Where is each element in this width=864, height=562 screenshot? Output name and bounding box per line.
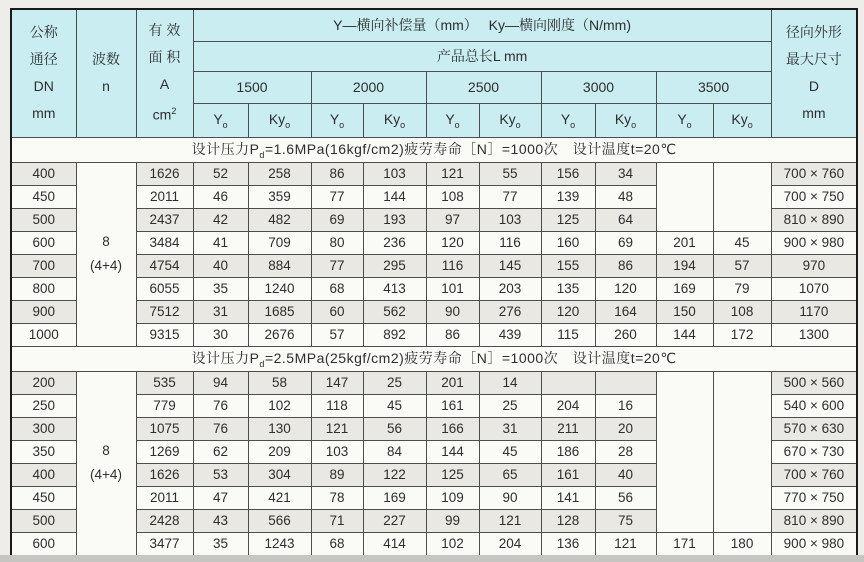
cell-area: 9315	[136, 323, 193, 346]
cell-value: 69	[311, 208, 363, 231]
header-yo: $Y_o$	[311, 103, 363, 137]
cell-dn: 500	[11, 509, 76, 532]
cell-value: 128	[541, 509, 595, 532]
cell-value: 135	[541, 277, 595, 300]
cell-value: 150	[656, 300, 713, 323]
section-title-row	[11, 346, 857, 371]
cell-dn: 600	[11, 532, 76, 556]
cell-area: 2428	[136, 509, 193, 532]
cell-value: 121	[311, 417, 363, 440]
cell-value: 79	[713, 277, 771, 300]
cell-value: 130	[248, 417, 311, 440]
cell-value: 57	[311, 323, 363, 346]
cell-value: 75	[595, 509, 656, 532]
section-title-row	[11, 137, 857, 162]
header-dn-line: mm	[32, 105, 56, 122]
cell-value: 97	[426, 208, 479, 231]
cell-value: 169	[363, 486, 426, 509]
header-area-line: 面 积	[148, 49, 181, 66]
cell-value: 64	[595, 208, 656, 231]
cell-area: 1626	[136, 162, 193, 185]
cell-value: 116	[426, 254, 479, 277]
cell-area: 7512	[136, 300, 193, 323]
header-d-line: D	[808, 78, 819, 95]
cell-dn: 700	[11, 254, 76, 277]
cell-value: 55	[479, 162, 541, 185]
cell-value: 45	[713, 231, 771, 254]
cell-value: 35	[193, 532, 248, 556]
cell-value: 125	[541, 208, 595, 231]
cell-value: 884	[248, 254, 311, 277]
cell-value: 118	[311, 394, 363, 417]
cell-value: 161	[426, 394, 479, 417]
cell-value: 1240	[248, 277, 311, 300]
cell-value: 121	[595, 532, 656, 556]
cell-value: 359	[248, 185, 311, 208]
cell-value: 46	[193, 185, 248, 208]
cell-dn: 400	[11, 463, 76, 486]
cell-dimension: 1070	[771, 277, 857, 300]
cell-dn: 500	[11, 208, 76, 231]
cell-value: 101	[426, 277, 479, 300]
cell-value: 30	[193, 323, 248, 346]
cell-dimension: 770 × 750	[771, 486, 857, 509]
section-title: 设计压力$P_d=1.6MPa(16kgf/cm2)$疲劳寿命［N］=1000次 设计温度t=20℃	[11, 137, 857, 162]
cell-area: 3477	[136, 532, 193, 556]
cell-value: 40	[193, 254, 248, 277]
cell-value: 562	[363, 300, 426, 323]
cell-value: 413	[363, 277, 426, 300]
cell-value: 58	[248, 371, 311, 394]
cell-value: 76	[193, 417, 248, 440]
cell-value: 116	[479, 231, 541, 254]
cell-value: 141	[541, 486, 595, 509]
header-product-length: 产品总长L mm	[193, 41, 771, 71]
cell-area: 2011	[136, 486, 193, 509]
cell-value: 147	[311, 371, 363, 394]
cell-value: 155	[541, 254, 595, 277]
cell-value-empty	[656, 371, 713, 532]
section-title: 设计压力$P_d=2.5MPa(25kgf/cm2)$疲劳寿命［N］=1000次 设计温度t=20℃	[11, 346, 857, 371]
cell-value: 69	[595, 231, 656, 254]
header-d-line: 最大尺寸	[785, 51, 842, 68]
cell-value: 171	[656, 532, 713, 556]
cell-value: 71	[311, 509, 363, 532]
cell-area: 3484	[136, 231, 193, 254]
cell-value: 25	[363, 371, 426, 394]
header-yo: $Y_o$	[426, 103, 479, 137]
cell-value: 122	[363, 463, 426, 486]
cell-value: 136	[541, 532, 595, 556]
cell-value: 1685	[248, 300, 311, 323]
cell-value: 204	[479, 532, 541, 556]
cell-value: 139	[541, 185, 595, 208]
cell-value: 201	[656, 231, 713, 254]
cell-value: 20	[595, 417, 656, 440]
cell-value: 566	[248, 509, 311, 532]
cell-value-empty	[713, 162, 771, 231]
cell-dimension: 900 × 980	[771, 231, 857, 254]
cell-dn: 200	[11, 371, 76, 394]
header-span-title: Y—横向补偿量（mm） Ky—横向刚度（N/mm)	[193, 9, 771, 41]
cell-value: 28	[595, 440, 656, 463]
cell-value: 16	[595, 394, 656, 417]
cell-value: 76	[193, 394, 248, 417]
cell-area: 1269	[136, 440, 193, 463]
cell-area: 2437	[136, 208, 193, 231]
cell-value: 169	[656, 277, 713, 300]
cell-value: 42	[193, 208, 248, 231]
cell-value: 90	[479, 486, 541, 509]
header-kyo: $Ky_o$	[363, 103, 426, 137]
header-yo: $Y_o$	[193, 103, 248, 137]
cell-value: 709	[248, 231, 311, 254]
table-row	[11, 371, 857, 394]
cell-dn: 900	[11, 300, 76, 323]
header-area-line: 有 效	[148, 22, 181, 39]
cell-value: 120	[595, 277, 656, 300]
cell-area: 779	[136, 394, 193, 417]
cell-area: 1075	[136, 417, 193, 440]
cell-value: 260	[595, 323, 656, 346]
header-length-3500: 3500	[656, 71, 771, 103]
cell-value: 144	[363, 185, 426, 208]
cell-value: 172	[713, 323, 771, 346]
cell-value: 102	[426, 532, 479, 556]
cell-value: 482	[248, 208, 311, 231]
cell-value: 40	[595, 463, 656, 486]
header-area-line: A	[159, 76, 170, 93]
cell-value: 86	[595, 254, 656, 277]
header-kyo: $Ky_o$	[248, 103, 311, 137]
cell-value: 144	[656, 323, 713, 346]
cell-wave-count: 8 (4+4)	[76, 162, 136, 346]
cell-value: 34	[595, 162, 656, 185]
cell-value: 48	[595, 185, 656, 208]
cell-dimension: 700 × 750	[771, 185, 857, 208]
cell-value: 892	[363, 323, 426, 346]
cell-value: 102	[248, 394, 311, 417]
cell-value: 86	[311, 162, 363, 185]
cell-value: 68	[311, 532, 363, 556]
spec-table	[10, 8, 858, 557]
cell-area: 6055	[136, 277, 193, 300]
cell-value: 227	[363, 509, 426, 532]
cell-value: 45	[479, 440, 541, 463]
cell-value: 120	[541, 300, 595, 323]
cell-value: 108	[426, 185, 479, 208]
cell-value: 204	[541, 394, 595, 417]
cell-dn: 350	[11, 440, 76, 463]
header-kyo: $Ky_o$	[479, 103, 541, 137]
header-kyo: $Ky_o$	[595, 103, 656, 137]
cell-value: 180	[713, 532, 771, 556]
cell-area: 2011	[136, 185, 193, 208]
cell-value: 52	[193, 162, 248, 185]
header-yo: $Y_o$	[656, 103, 713, 137]
cell-value: 120	[426, 231, 479, 254]
cell-dimension: 670 × 730	[771, 440, 857, 463]
cell-dimension: 810 × 890	[771, 208, 857, 231]
cell-value: 414	[363, 532, 426, 556]
cell-wave-count: 8 (4+4)	[76, 371, 136, 556]
cell-area: 535	[136, 371, 193, 394]
cell-value: 108	[713, 300, 771, 323]
header-length-1500: 1500	[193, 71, 311, 103]
cell-dimension: 700 × 760	[771, 162, 857, 185]
cell-value: 161	[541, 463, 595, 486]
table-row	[11, 532, 857, 556]
cell-value: 166	[426, 417, 479, 440]
cell-value: 43	[193, 509, 248, 532]
cell-value: 90	[426, 300, 479, 323]
cell-value: 109	[426, 486, 479, 509]
cell-dimension: 810 × 890	[771, 509, 857, 532]
header-wave-line: n	[102, 78, 110, 95]
cell-value: 89	[311, 463, 363, 486]
cell-value: 84	[363, 440, 426, 463]
cell-value: 31	[479, 417, 541, 440]
cell-value: 47	[193, 486, 248, 509]
cell-dimension: 900 × 980	[771, 532, 857, 556]
cell-value: 160	[541, 231, 595, 254]
cell-value: 45	[363, 394, 426, 417]
cell-dn: 800	[11, 277, 76, 300]
cell-value: 65	[479, 463, 541, 486]
cell-dn: 300	[11, 417, 76, 440]
cell-dimension: 1170	[771, 300, 857, 323]
cell-value: 62	[193, 440, 248, 463]
cell-value: 164	[595, 300, 656, 323]
page-bottom-edge	[0, 555, 864, 562]
table-row	[11, 277, 857, 300]
cell-dn: 250	[11, 394, 76, 417]
cell-value: 211	[541, 417, 595, 440]
cell-value: 201	[426, 371, 479, 394]
cell-area: 4754	[136, 254, 193, 277]
header-area-unit: $cm^2$	[152, 106, 177, 124]
cell-value: 56	[363, 417, 426, 440]
header-dn-line: 通径	[29, 51, 58, 68]
header-d-line: 径向外形	[785, 24, 842, 41]
cell-value: 56	[595, 486, 656, 509]
cell-value: 94	[193, 371, 248, 394]
cell-value: 60	[311, 300, 363, 323]
cell-value: 121	[426, 162, 479, 185]
cell-value: 57	[713, 254, 771, 277]
cell-value: 80	[311, 231, 363, 254]
header-yo: $Y_o$	[541, 103, 595, 137]
cell-value: 145	[479, 254, 541, 277]
cell-value: 35	[193, 277, 248, 300]
cell-value: 304	[248, 463, 311, 486]
header-effective-area	[136, 9, 193, 137]
cell-dn: 450	[11, 185, 76, 208]
cell-dimension: 970	[771, 254, 857, 277]
cell-value: 86	[426, 323, 479, 346]
header-kyo: $Ky_o$	[713, 103, 771, 137]
cell-value: 439	[479, 323, 541, 346]
cell-value	[595, 371, 656, 394]
cell-dimension: 1300	[771, 323, 857, 346]
cell-dimension: 540 × 600	[771, 394, 857, 417]
cell-value: 77	[479, 185, 541, 208]
cell-value: 276	[479, 300, 541, 323]
table-row	[11, 231, 857, 254]
header-length-2000: 2000	[311, 71, 426, 103]
cell-value: 115	[541, 323, 595, 346]
header-nominal-diameter	[11, 9, 76, 137]
cell-value: 77	[311, 254, 363, 277]
header-dn-line: 公称	[29, 24, 58, 41]
header-wave-count	[76, 9, 136, 137]
cell-value: 77	[311, 185, 363, 208]
cell-area: 1626	[136, 463, 193, 486]
header-dn-line: DN	[33, 78, 54, 95]
cell-value: 258	[248, 162, 311, 185]
cell-value: 41	[193, 231, 248, 254]
cell-value: 203	[479, 277, 541, 300]
cell-dn: 400	[11, 162, 76, 185]
cell-dimension: 500 × 560	[771, 371, 857, 394]
header-length-2500: 2500	[426, 71, 541, 103]
header-wave-line: 波数	[92, 51, 120, 68]
header-outer-dimension	[771, 9, 857, 137]
cell-value: 209	[248, 440, 311, 463]
cell-value: 53	[193, 463, 248, 486]
cell-dimension: 570 × 630	[771, 417, 857, 440]
cell-value: 14	[479, 371, 541, 394]
cell-value: 295	[363, 254, 426, 277]
cell-value: 99	[426, 509, 479, 532]
cell-value-empty	[656, 162, 713, 231]
table-row	[11, 254, 857, 277]
cell-dn: 600	[11, 231, 76, 254]
cell-value: 1243	[248, 532, 311, 556]
cell-value: 25	[479, 394, 541, 417]
cell-value: 68	[311, 277, 363, 300]
cell-value: 103	[479, 208, 541, 231]
cell-value: 156	[541, 162, 595, 185]
cell-value: 78	[311, 486, 363, 509]
cell-value-empty	[713, 371, 771, 532]
cell-dimension: 700 × 760	[771, 463, 857, 486]
cell-value: 144	[426, 440, 479, 463]
cell-value: 186	[541, 440, 595, 463]
cell-value: 31	[193, 300, 248, 323]
cell-value: 121	[479, 509, 541, 532]
header-d-line: mm	[802, 105, 826, 122]
cell-value	[541, 371, 595, 394]
cell-value: 236	[363, 231, 426, 254]
table-row	[11, 323, 857, 346]
cell-value: 103	[363, 162, 426, 185]
cell-value: 2676	[248, 323, 311, 346]
cell-value: 193	[363, 208, 426, 231]
cell-value: 103	[311, 440, 363, 463]
table-row	[11, 300, 857, 323]
table-row	[11, 162, 857, 185]
header-length-3000: 3000	[541, 71, 656, 103]
cell-value: 125	[426, 463, 479, 486]
cell-dn: 450	[11, 486, 76, 509]
cell-dn: 1000	[11, 323, 76, 346]
cell-value: 194	[656, 254, 713, 277]
cell-value: 421	[248, 486, 311, 509]
